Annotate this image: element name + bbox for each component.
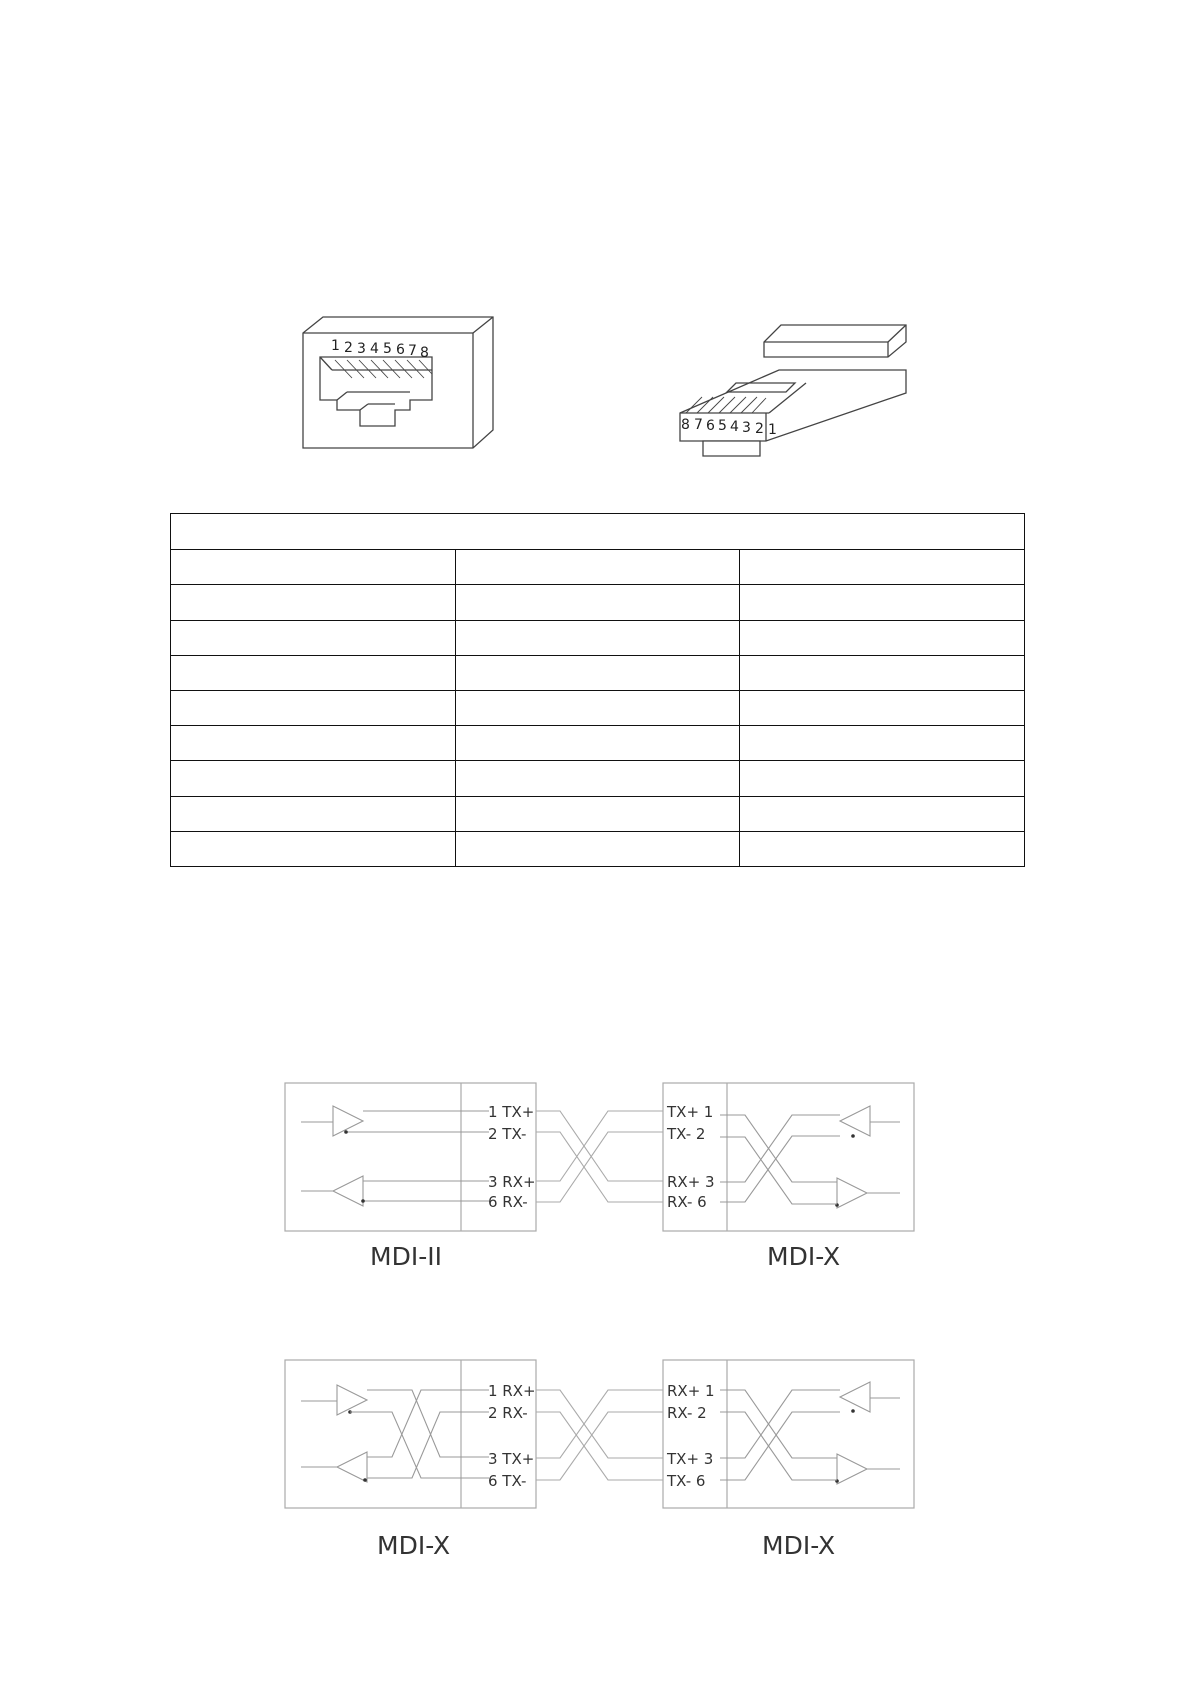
table-cell	[171, 831, 456, 866]
table-cell	[740, 620, 1025, 655]
mdi-ii-port-box	[285, 1083, 536, 1231]
mdi-x-left-pin-3-label: 3 TX+	[488, 1450, 535, 1468]
mdi-ii-to-mdi-x-cable	[536, 1111, 663, 1202]
table-cell	[455, 550, 740, 585]
table-cell	[455, 620, 740, 655]
table-cell	[455, 831, 740, 866]
table-row	[171, 726, 1025, 761]
table-row	[171, 690, 1025, 725]
mdi-x-right-pin-3-label: TX+ 3	[667, 1450, 714, 1468]
mdi-x-left-pin-1-label: 1 RX+	[488, 1382, 536, 1400]
rj45-plug-illustration	[680, 325, 906, 456]
plug-pin-8: 8	[681, 417, 690, 433]
mdi-x-left-driver-amplifiers	[301, 1385, 489, 1482]
table-cell	[455, 761, 740, 796]
table-row	[171, 831, 1025, 866]
table-cell	[171, 550, 456, 585]
mdi-ii-pin-6-label: 6 RX-	[488, 1193, 528, 1211]
mdi-x-left-port-box	[285, 1360, 536, 1508]
jack-pin-4: 4	[370, 341, 379, 357]
jack-pin-8: 8	[420, 345, 429, 361]
table-row	[171, 796, 1025, 831]
plug-pin-4: 4	[730, 419, 739, 435]
table-cell	[171, 690, 456, 725]
jack-pin-5: 5	[383, 341, 392, 357]
table-cell	[171, 796, 456, 831]
table-cell	[455, 726, 740, 761]
table-cell	[171, 655, 456, 690]
table-cell	[455, 655, 740, 690]
table-cell	[171, 585, 456, 620]
plug-pin-3: 3	[742, 420, 751, 436]
mdi-ii-driver-amplifiers	[301, 1106, 489, 1206]
mdi-ii-pin-1-label: 1 TX+	[488, 1103, 535, 1121]
table-cell	[740, 796, 1025, 831]
jack-pin-6: 6	[396, 342, 405, 358]
table-cell	[740, 761, 1025, 796]
plug-pin-2: 2	[755, 421, 764, 437]
table-caption-cell	[171, 514, 1025, 550]
table-cell	[740, 726, 1025, 761]
rj45-jack-illustration	[303, 317, 493, 448]
table-row	[171, 761, 1025, 796]
table-row	[171, 620, 1025, 655]
mdi-ii-pin-3-label: 3 RX+	[488, 1173, 536, 1191]
mdi-x-right-port-box	[663, 1360, 914, 1508]
table-cell	[171, 726, 456, 761]
table-cell	[740, 690, 1025, 725]
mdi-x-to-mdi-x-cable	[536, 1390, 663, 1480]
jack-pin-3: 3	[357, 341, 366, 357]
mdi-x-right-pin-1-label: RX+ 1	[667, 1382, 715, 1400]
mdi-x-left-caption: MDI-X	[377, 1531, 451, 1560]
mdi-x-right-caption: MDI-X	[762, 1531, 836, 1560]
mdi-x-pin-2-label: TX- 2	[667, 1125, 706, 1143]
plug-pin-5: 5	[718, 418, 727, 434]
plug-pin-1: 1	[768, 422, 777, 438]
table-cell	[455, 796, 740, 831]
mdi-x-pin-6-label: RX- 6	[667, 1193, 707, 1211]
jack-pin-2: 2	[344, 340, 353, 356]
mdi-x-right-pin-6-label: TX- 6	[667, 1472, 706, 1490]
mdi-x-right-driver-amplifiers	[720, 1382, 900, 1484]
table-caption-row	[171, 514, 1025, 550]
table-cell	[740, 550, 1025, 585]
mdi-x-right-pin-2-label: RX- 2	[667, 1404, 707, 1422]
plug-pin-6: 6	[706, 418, 715, 434]
mdi-x-left-pin-2-label: 2 RX-	[488, 1404, 528, 1422]
table-cell	[171, 620, 456, 655]
table-cell	[171, 761, 456, 796]
mdi-x-driver-amplifiers	[720, 1106, 900, 1208]
mdi-ii-pin-2-label: 2 TX-	[488, 1125, 527, 1143]
wiring-diagram-straight	[285, 1083, 914, 1271]
table-cell	[455, 690, 740, 725]
table-cell	[455, 585, 740, 620]
table-cell	[740, 585, 1025, 620]
jack-pin-1: 1	[331, 338, 340, 354]
table-row	[171, 550, 1025, 585]
plug-pin-7: 7	[694, 417, 703, 433]
pin-assignment-table	[170, 513, 1025, 867]
jack-pin-7: 7	[408, 343, 417, 359]
mdi-x-pin-3-label: RX+ 3	[667, 1173, 715, 1191]
mdi-x-left-pin-6-label: 6 TX-	[488, 1472, 527, 1490]
table-row	[171, 585, 1025, 620]
mdi-x-port-box	[663, 1083, 914, 1231]
table-cell	[740, 831, 1025, 866]
table-cell	[740, 655, 1025, 690]
table-row	[171, 655, 1025, 690]
connector-illustrations	[0, 0, 1191, 500]
mdi-x-caption: MDI-X	[767, 1242, 841, 1271]
wiring-diagram-crossover	[285, 1360, 914, 1560]
mdi-ii-caption: MDI-II	[370, 1242, 442, 1271]
mdi-x-pin-1-label: TX+ 1	[667, 1103, 714, 1121]
